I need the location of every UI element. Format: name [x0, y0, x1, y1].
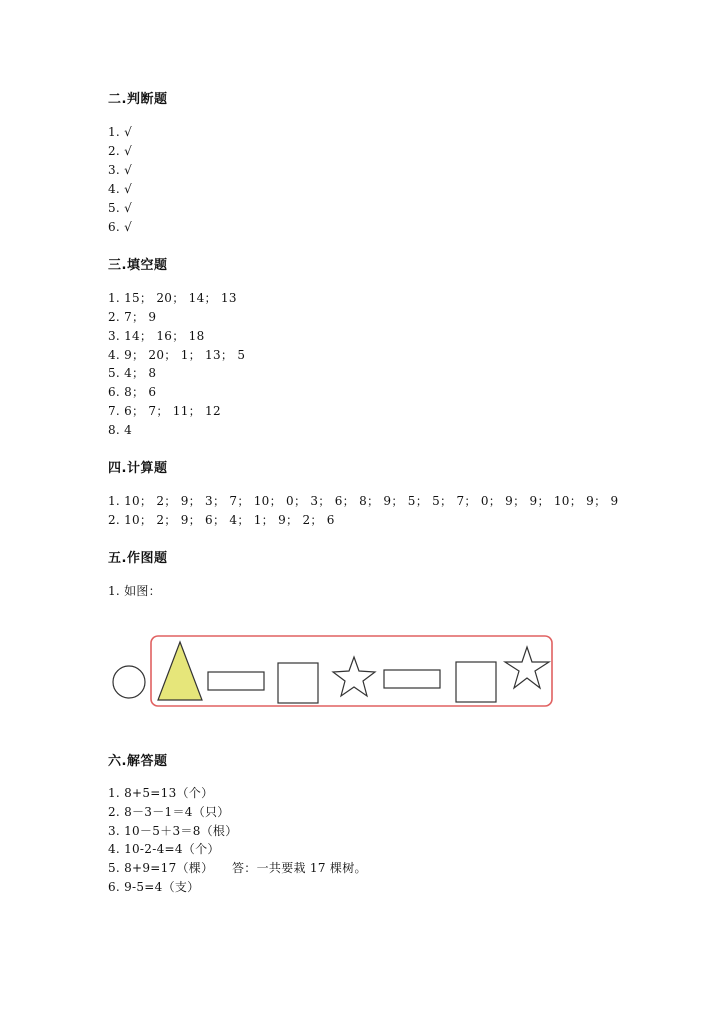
judge-item [108, 181, 132, 197]
item-number: 6. [108, 880, 121, 894]
item-number: 1. [108, 125, 121, 139]
triangle-shape [158, 642, 202, 700]
item-number: 4. [108, 348, 121, 362]
judge-item [108, 200, 132, 216]
item-answer: 4； 8 [124, 366, 157, 380]
item-number: 5. [108, 201, 121, 215]
item-number: 2. [108, 144, 121, 158]
item-answer: 8； 6 [124, 385, 157, 399]
star-shape [505, 647, 549, 688]
item-number: 6. [108, 220, 121, 234]
circle-shape [113, 666, 145, 698]
item-answer: √ [124, 163, 133, 177]
calc-item [108, 512, 335, 528]
item-answer: 14； 16； 18 [124, 329, 205, 343]
fill-item [108, 328, 205, 344]
item-number: 2. [108, 310, 121, 324]
item-answer: 8+5=13（个） [124, 786, 214, 800]
item-number: 6. [108, 385, 121, 399]
item-answer: 10-2-4=4（个） [124, 842, 220, 856]
item-answer: √ [124, 201, 133, 215]
item-answer: √ [124, 182, 133, 196]
item-number: 3. [108, 163, 121, 177]
solve-item [108, 804, 230, 820]
shape-figure-svg [108, 630, 558, 710]
fill-item [108, 309, 156, 325]
item-number: 4. [108, 842, 121, 856]
section-title-draw: 五.作图题 [108, 551, 168, 566]
item-answer: 8+9=17（棵） 答：一共要栽 17 棵树。 [124, 861, 367, 875]
item-number: 5. [108, 366, 121, 380]
section-title-fill: 三.填空题 [108, 258, 168, 273]
item-answer: 9-5=4（支） [124, 880, 200, 894]
fill-item [108, 384, 156, 400]
item-number: 4. [108, 182, 121, 196]
solve-item [108, 823, 238, 839]
solve-item [108, 860, 367, 876]
item-answer: 7； 9 [124, 310, 157, 324]
item-answer: 如图： [124, 584, 161, 598]
item-answer: √ [124, 144, 133, 158]
item-number: 1. [108, 786, 121, 800]
shape-figure [108, 630, 558, 710]
square-shape [278, 663, 318, 703]
fill-item [108, 422, 132, 438]
calc-item [108, 493, 618, 509]
rectangle-shape [208, 672, 264, 690]
item-answer: 15； 20； 14； 13 [124, 291, 237, 305]
rectangle-shape [384, 670, 440, 688]
item-answer: 8－3－1＝4（只） [124, 805, 230, 819]
item-number: 3. [108, 824, 121, 838]
item-number: 3. [108, 329, 121, 343]
item-number: 1. [108, 584, 121, 598]
item-number: 7. [108, 404, 121, 418]
judge-item [108, 162, 132, 178]
fill-item [108, 290, 237, 306]
item-number: 8. [108, 423, 121, 437]
highlight-frame [151, 636, 552, 706]
item-number: 2. [108, 513, 121, 527]
item-answer: 4 [124, 423, 132, 437]
item-number: 1. [108, 494, 121, 508]
item-answer: √ [124, 125, 133, 139]
item-answer: 9； 20； 1； 13； 5 [124, 348, 246, 362]
section-title-solve: 六.解答题 [108, 754, 168, 769]
section-title-judge: 二.判断题 [108, 92, 168, 107]
fill-item [108, 347, 245, 363]
item-answer: 6； 7； 11； 12 [124, 404, 221, 418]
judge-item [108, 219, 132, 235]
item-number: 2. [108, 805, 121, 819]
item-answer: 10－5＋3＝8（根） [124, 824, 238, 838]
item-answer: 10； 2； 9； 6； 4； 1； 9； 2； 6 [124, 513, 335, 527]
square-shape [456, 662, 496, 702]
judge-item [108, 143, 132, 159]
star-shape [333, 657, 375, 696]
draw-item [108, 583, 161, 599]
fill-item [108, 403, 221, 419]
judge-item [108, 124, 132, 140]
item-answer: 10； 2； 9； 3； 7； 10； 0； 3； 6； 8； 9； 5； 5； 7； 0； 9； 9； 10； 9； 9 [124, 494, 619, 508]
item-number: 5. [108, 861, 121, 875]
section-title-calc: 四.计算题 [108, 461, 168, 476]
item-number: 1. [108, 291, 121, 305]
solve-item [108, 785, 213, 801]
solve-item [108, 879, 199, 895]
fill-item [108, 365, 156, 381]
item-answer: √ [124, 220, 133, 234]
solve-item [108, 841, 220, 857]
